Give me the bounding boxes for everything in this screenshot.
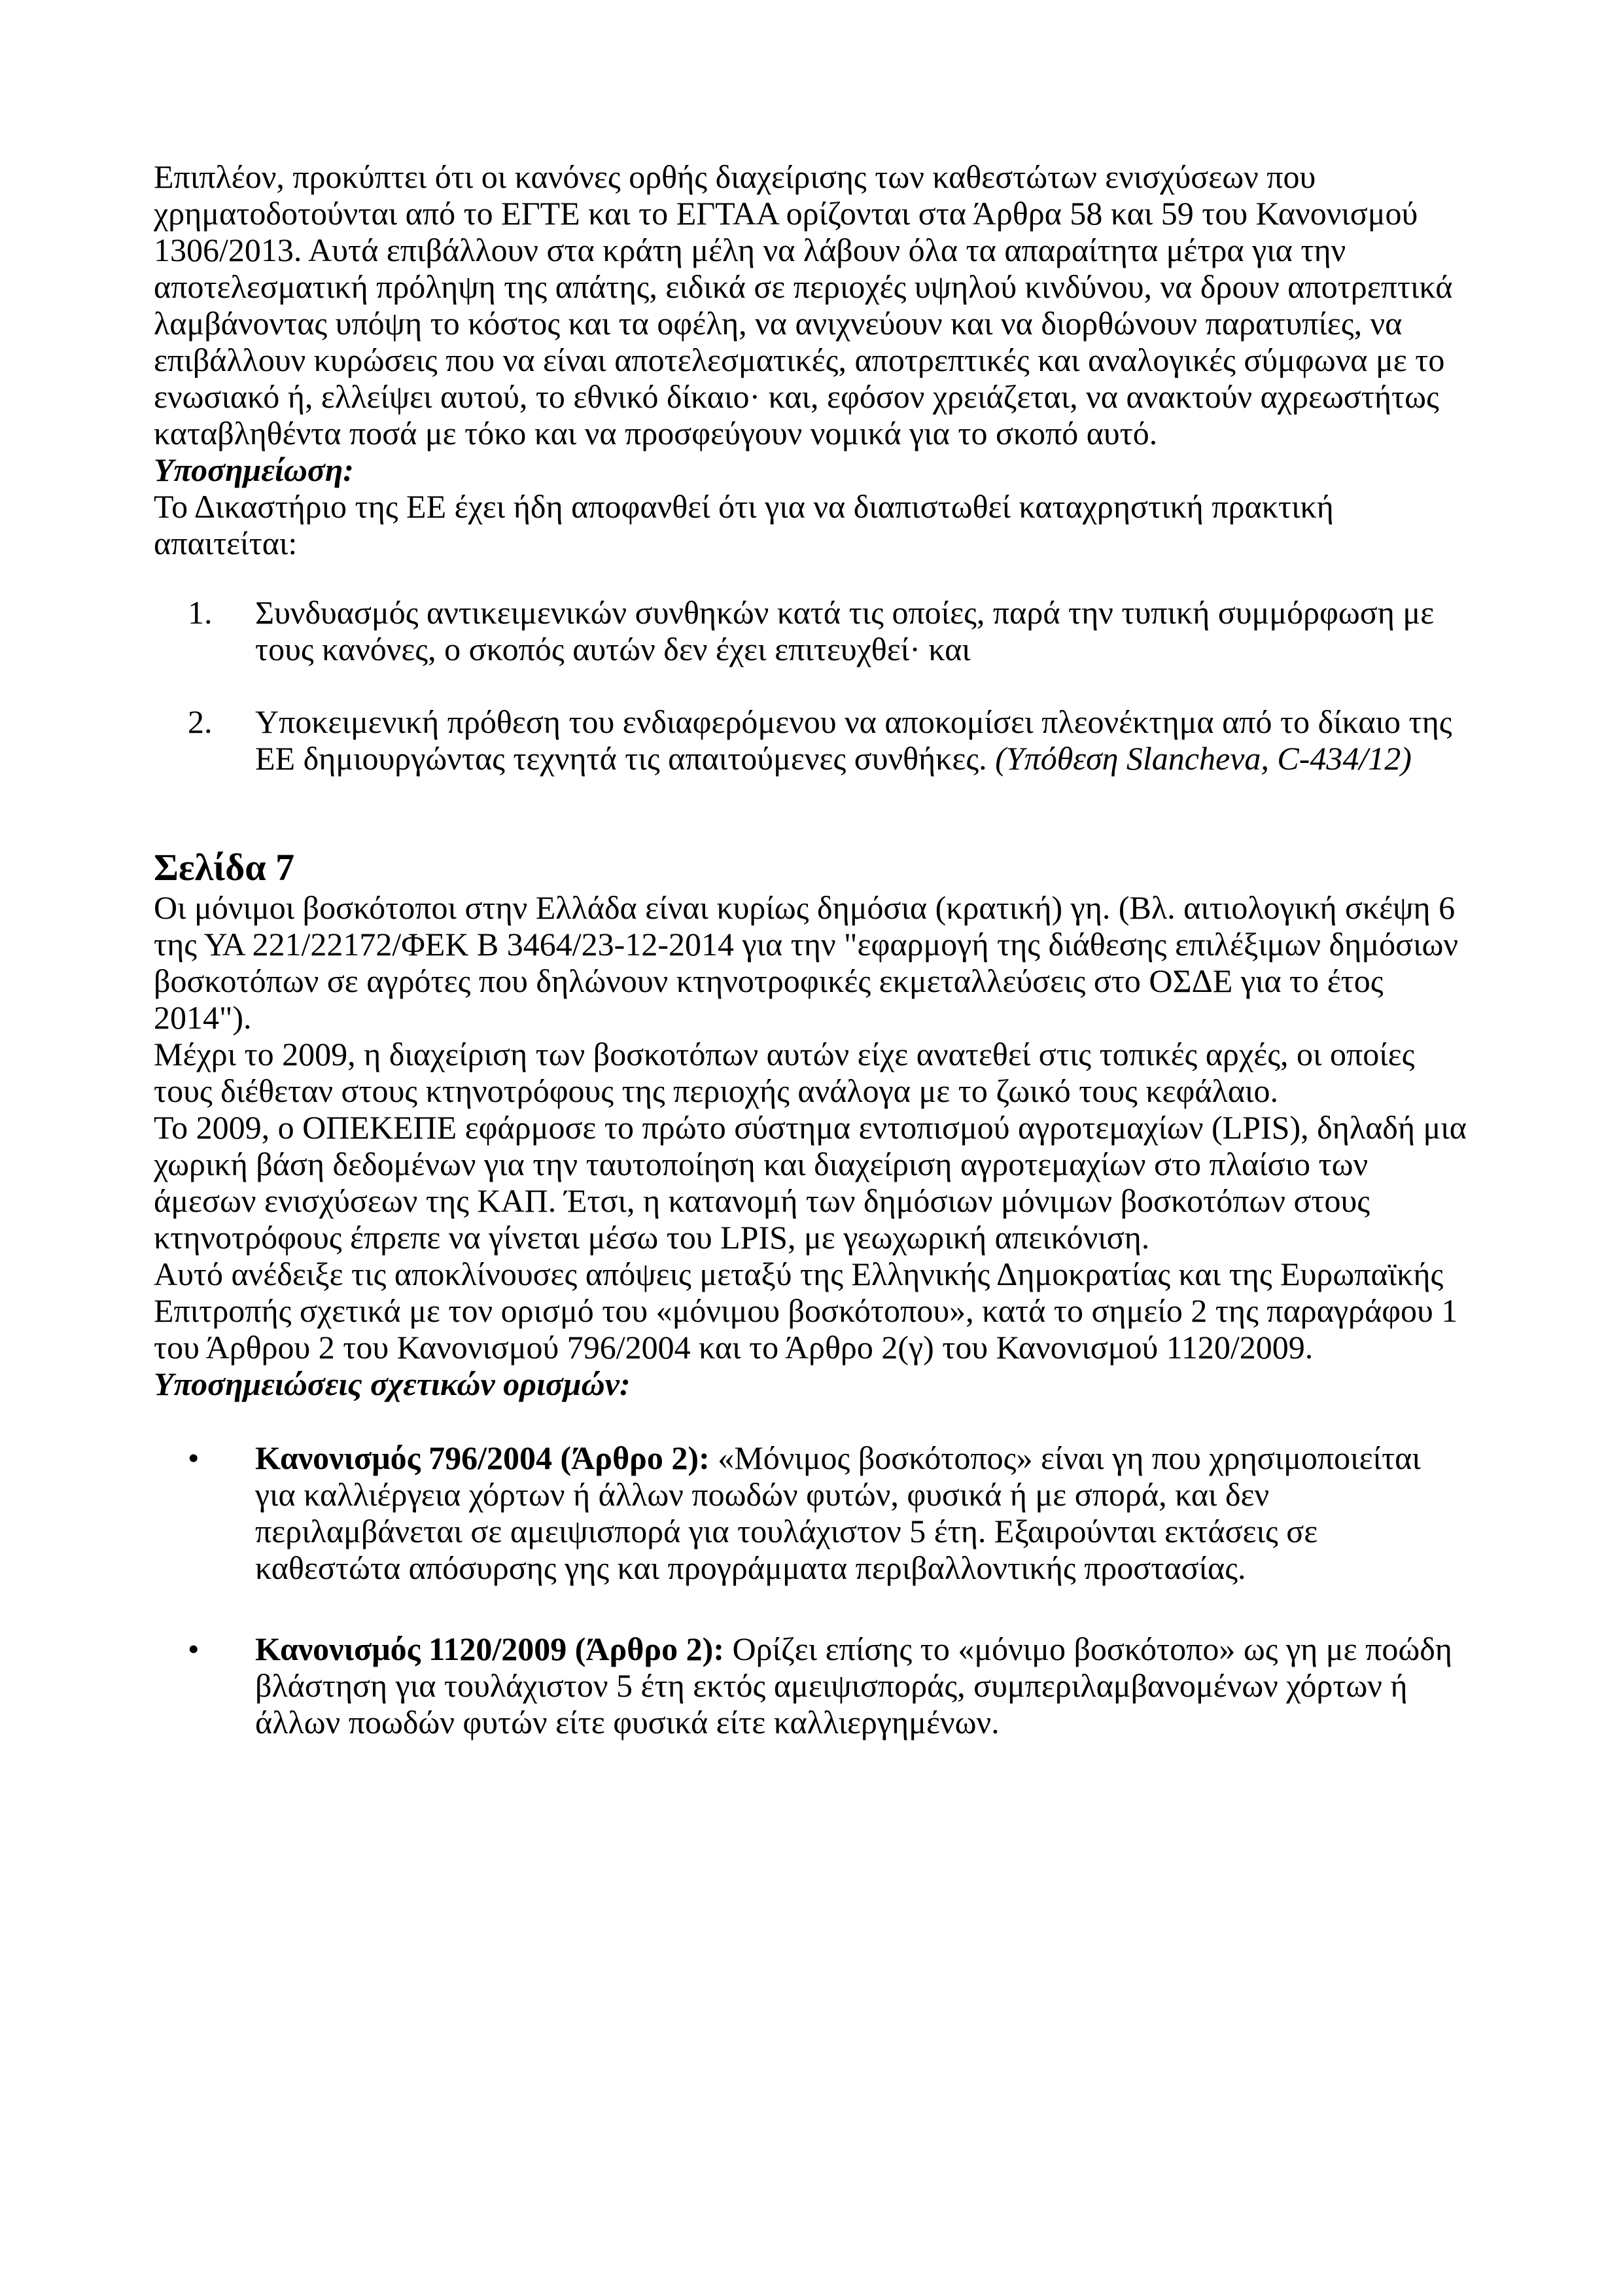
pasture-paragraph: Οι μόνιμοι βοσκότοποι στην Ελλάδα είναι κυρίως δημόσια (κρατική) γη. (Βλ. αιτιολογική σκέψη 6 της ΥΑ 221/22172/ΦΕΚ Β 3464/23-12-2014 για την "εφαρμογή της διάθεσης επιλέξιμων δημόσιων βοσκοτόπων σε αγρότες που δηλώνουν κτηνοτροφικές εκμεταλλεύσεις στο ΟΣΔΕ για το έτος 2014").	[154, 889, 1459, 1036]
bullet-item-text	[255, 1631, 1452, 1740]
definitions-heading: Υποσημειώσεις σχετικών ορισμών:	[154, 1366, 631, 1402]
numbered-list-item	[154, 703, 1469, 777]
bullet-icon: •	[188, 1631, 200, 1667]
bullet-list-item	[154, 1631, 1469, 1740]
regulation-lead: Κανονισμός 796/2004 (Άρθρο 2):	[255, 1439, 710, 1476]
management-paragraph: Μέχρι το 2009, η διαχείριση των βοσκοτόπων αυτών είχε ανατεθεί στις τοπικές αρχές, οι οποίες τους διέθεταν στους κτηνοτρόφους της περιοχής ανάλογα με το ζωικό τους κεφάλαιο.	[154, 1036, 1415, 1109]
regulation-definition: «Μόνιμος βοσκότοπος» είναι γη που χρησιμοποιείται για καλλιέργεια χόρτων ή άλλων ποωδών φυτών, φυσικά ή με σπορά, και δεν περιλαμβάνεται σε αμειψισπορά για τουλάχιστον 5 έτη. Εξαιρούνται εκτάσεις σε καθεστώτα απόσυρσης γης και προγράμματα περιβαλλοντικής προστασίας.	[255, 1439, 1421, 1586]
list-number: 1.	[188, 594, 213, 631]
bullet-icon: •	[188, 1439, 200, 1476]
footnote-heading: Υποσημείωση:	[154, 451, 354, 488]
list-item-text: Υποκειμενική πρόθεση του ενδιαφερόμενου να αποκομίσει πλεονέκτημα από το δίκαιο της ΕΕ δημιουργώντας τεχνητά τις απαιτούμενες συνθήκες.	[255, 703, 1452, 777]
list-number: 2.	[188, 703, 213, 740]
lpis-paragraph: Το 2009, ο ΟΠΕΚΕΠΕ εφάρμοσε το πρώτο σύστημα εντοπισμού αγροτεμαχίων (LPIS), δηλαδή μια χωρική βάση δεδομένων για την ταυτοποίηση και διαχείριση αγροτεμαχίων στο πλαίσιο των άμεσων ενισχύσεων της ΚΑΠ. Έτσι, η κατανομή των δημόσιων μόνιμων βοσκοτόπων στους κτηνοτρόφους έπρεπε να γίνεται μέσω του LPIS, με γεωχωρική απεικόνιση.	[154, 1109, 1467, 1256]
regulation-lead: Κανονισμός 1120/2009 (Άρθρο 2):	[255, 1631, 724, 1667]
intro-paragraph: Επιπλέον, προκύπτει ότι οι κανόνες ορθής διαχείρισης των καθεστώτων ενισχύσεων που χρηματοδοτούνται από το ΕΓΤΕ και το ΕΓΤΑΑ ορίζονται στα Άρθρα 58 και 59 του Κανονισμού 1306/2013. Αυτά επιβάλλουν στα κράτη μέλη να λάβουν όλα τα απαραίτητα μέτρα για την αποτελεσματική πρόληψη της απάτης, ειδικά σε περιοχές υψηλού κινδύνου, να δρουν αποτρεπτικά λαμβάνοντας υπόψη το κόστος και τα οφέλη, να ανιχνεύουν και να διορθώνουν παρατυπίες, να επιβάλλουν κυρώσεις που να είναι αποτελεσματικές, αποτρεπτικές και αναλογικές σύμφωνα με το ενωσιακό ή, ελλείψει αυτού, το εθνικό δίκαιο· και, εφόσον χρειάζεται, να ανακτούν αχρεωστήτως καταβληθέντα ποσά με τόκο και να προσφεύγουν νομικά για το σκοπό αυτό.	[154, 158, 1453, 451]
section-heading: Σελίδα 7	[154, 846, 295, 889]
regulation-definition: Ορίζει επίσης το «μόνιμο βοσκότοπο» ως γη με ποώδη βλάστηση για τουλάχιστον 5 έτη εκτός αμειψισποράς, συμπεριλαμβανομένων χόρτων ή άλλων ποωδών φυτών είτε φυσικά είτε καλλιεργημένων.	[255, 1631, 1452, 1740]
bullet-item-text	[255, 1439, 1421, 1586]
case-reference: (Υπόθεση Slancheva, C-434/12)	[995, 740, 1412, 777]
dispute-paragraph: Αυτό ανέδειξε τις αποκλίνουσες απόψεις μεταξύ της Ελληνικής Δημοκρατίας και της Ευρωπαϊκής Επιτροπής σχετικά με τον ορισμό του «μόνιμου βοσκότοπου», κατά το σημείο 2 της παραγράφου 1 του Άρθρου 2 του Κανονισμού 796/2004 και το Άρθρο 2(γ) του Κανονισμού 1120/2009.	[154, 1256, 1458, 1366]
numbered-list-item	[154, 594, 1469, 667]
court-paragraph: Το Δικαστήριο της ΕΕ έχει ήδη αποφανθεί ότι για να διαπιστωθεί καταχρηστική πρακτική απαιτείται:	[154, 488, 1334, 561]
list-item-text: Συνδυασμός αντικειμενικών συνθηκών κατά τις οποίες, παρά την τυπική συμμόρφωση με τους κανόνες, ο σκοπός αυτών δεν έχει επιτευχθεί· και	[255, 594, 1435, 667]
bullet-list-item	[154, 1439, 1469, 1586]
